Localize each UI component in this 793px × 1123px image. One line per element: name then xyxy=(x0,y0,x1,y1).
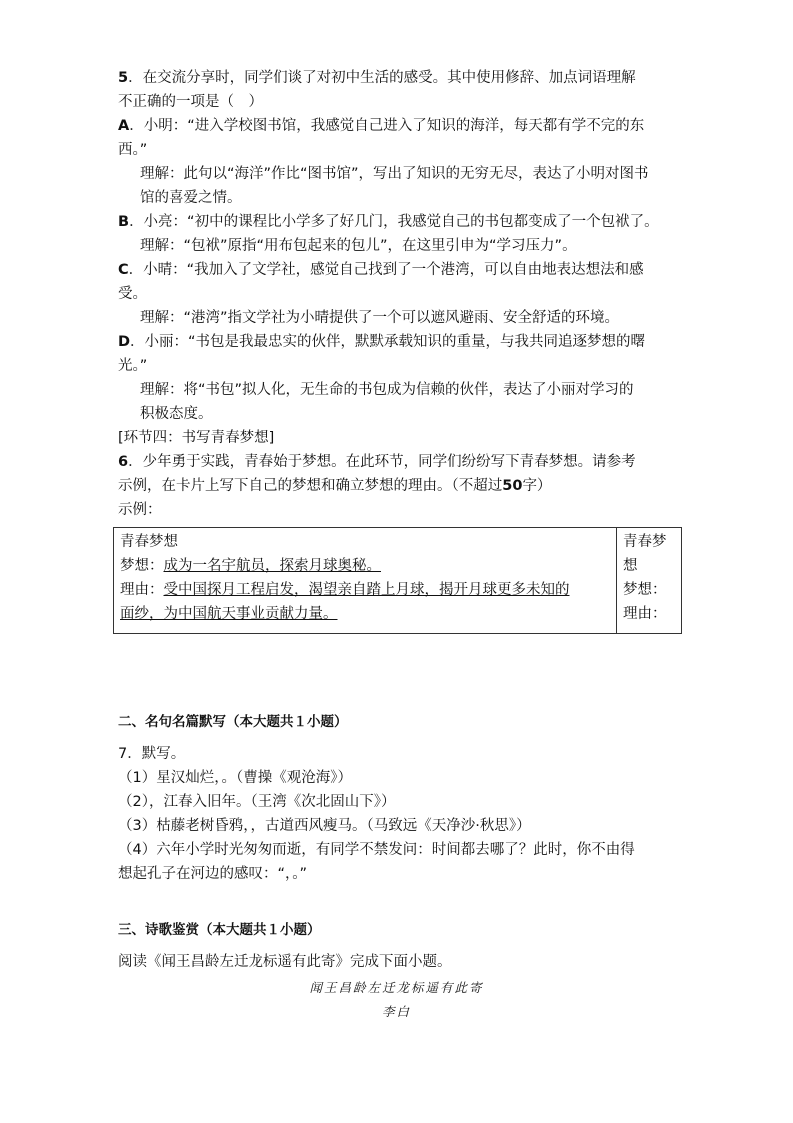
q5-option-d-explain: 理解：将“书包”拟人化，无生命的书包成为信赖的伙伴，表达了小丽对学习的 xyxy=(140,382,634,398)
example-card xyxy=(114,528,617,634)
q7-item-4-cont: 想起孔子在河边的感叹：“，。” xyxy=(118,866,308,882)
q5-option-d-explain-cont: 积极态度。 xyxy=(140,406,213,422)
q5-option-c-explain: 理解：“港湾”指文学社为小晴提供了一个可以遮风避雨、安全舒适的环境。 xyxy=(140,310,620,326)
q7-item-2: （2），江春入旧年。（王湾《次北固山下》） xyxy=(118,794,396,810)
q5-option-a-cont: 西。” xyxy=(118,142,148,158)
q5-option-d: D．小丽：“书包是我最忠实的伙伴，默默承载知识的重量，与我共同追逐梦想的曙 xyxy=(118,334,646,350)
answer-card[interactable] xyxy=(617,528,682,634)
card-reason-cont: 面纱，为中国航天事业贡献力量。 xyxy=(120,606,338,622)
q5-stem-line2: 不正确的一项是（ ） xyxy=(118,94,263,110)
part2-heading: 二、名句名篇默写（本大题共１小题） xyxy=(118,714,348,730)
q5-option-a-explain-cont: 馆的喜爱之情。 xyxy=(140,190,242,206)
q5-option-b: B．小亮：“初中的课程比小学多了好几门，我感觉自己的书包都变成了一个包袱了。 xyxy=(118,214,659,230)
card-reason: 理由：受中国探月工程启发，渴望亲自踏上月球，揭开月球更多未知的 xyxy=(120,582,570,598)
q7-title: 7．默写。 xyxy=(118,746,186,762)
part3-intro: 阅读《闻王昌龄左迁龙标遥有此寄》完成下面小题。 xyxy=(118,954,452,970)
example-label: 示例： xyxy=(118,502,162,518)
q5-option-a-explain: 理解：此句以“海洋”作比“图书馆”，写出了知识的无穷无尽，表达了小明对图书 xyxy=(140,166,649,182)
q5-option-c: C．小晴：“我加入了文学社，感觉自己找到了一个港湾，可以自由地表达想法和感 xyxy=(118,262,644,278)
answer-card-dream: 梦想： xyxy=(623,582,667,598)
q7-item-3: （3）枯藤老树昏鸦，，古道西风瘦马。（马致远《天净沙·秋思》） xyxy=(118,818,531,834)
card-title: 青春梦想 xyxy=(120,534,178,550)
answer-card-title: 青春梦 xyxy=(623,534,667,550)
q6-stem-line1: 6．少年勇于实践，青春始于梦想。在此环节，同学们纷纷写下青春梦想。请参考 xyxy=(118,454,636,470)
dream-card-table xyxy=(113,527,682,634)
part3-heading: 三、诗歌鉴赏（本大题共１小题） xyxy=(118,922,321,938)
q7-item-1: （1）星汉灿烂，。（曹操《观沧海》） xyxy=(118,770,352,786)
section-heading-4: [环节四：书写青春梦想] xyxy=(118,430,275,446)
q5-option-c-cont: 受。 xyxy=(118,286,147,302)
q5-number: 5 xyxy=(118,70,129,86)
q7-item-4: （4）六年小学时光匆匆而逝，有同学不禁发问：时间都去哪了？此时，你不由得 xyxy=(118,842,635,858)
poem-title: 闻王昌龄左迁龙标遥有此寄 xyxy=(309,980,484,995)
q5-option-b-explain: 理解：“包袱”原指“用布包起来的包儿”，在这里引申为“学习压力”。 xyxy=(140,238,577,254)
card-dream: 梦想：成为一名宇航员，探索月球奥秘。 xyxy=(120,558,381,574)
q5-option-d-cont: 光。” xyxy=(118,358,148,374)
poem-author: 李白 xyxy=(381,1004,411,1019)
q6-stem-line2: 示例，在卡片上写下自己的梦想和确立梦想的理由。（不超过50字） xyxy=(118,478,552,494)
q5-stem-line1: 5．在交流分享时，同学们谈了对初中生活的感受。其中使用修辞、加点词语理解 xyxy=(118,70,636,86)
answer-card-reason: 理由： xyxy=(623,606,667,622)
answer-card-title-cont: 想 xyxy=(623,558,638,574)
q5-option-a: A．小明：“进入学校图书馆，我感觉自己进入了知识的海洋，每天都有学不完的东 xyxy=(118,118,645,134)
